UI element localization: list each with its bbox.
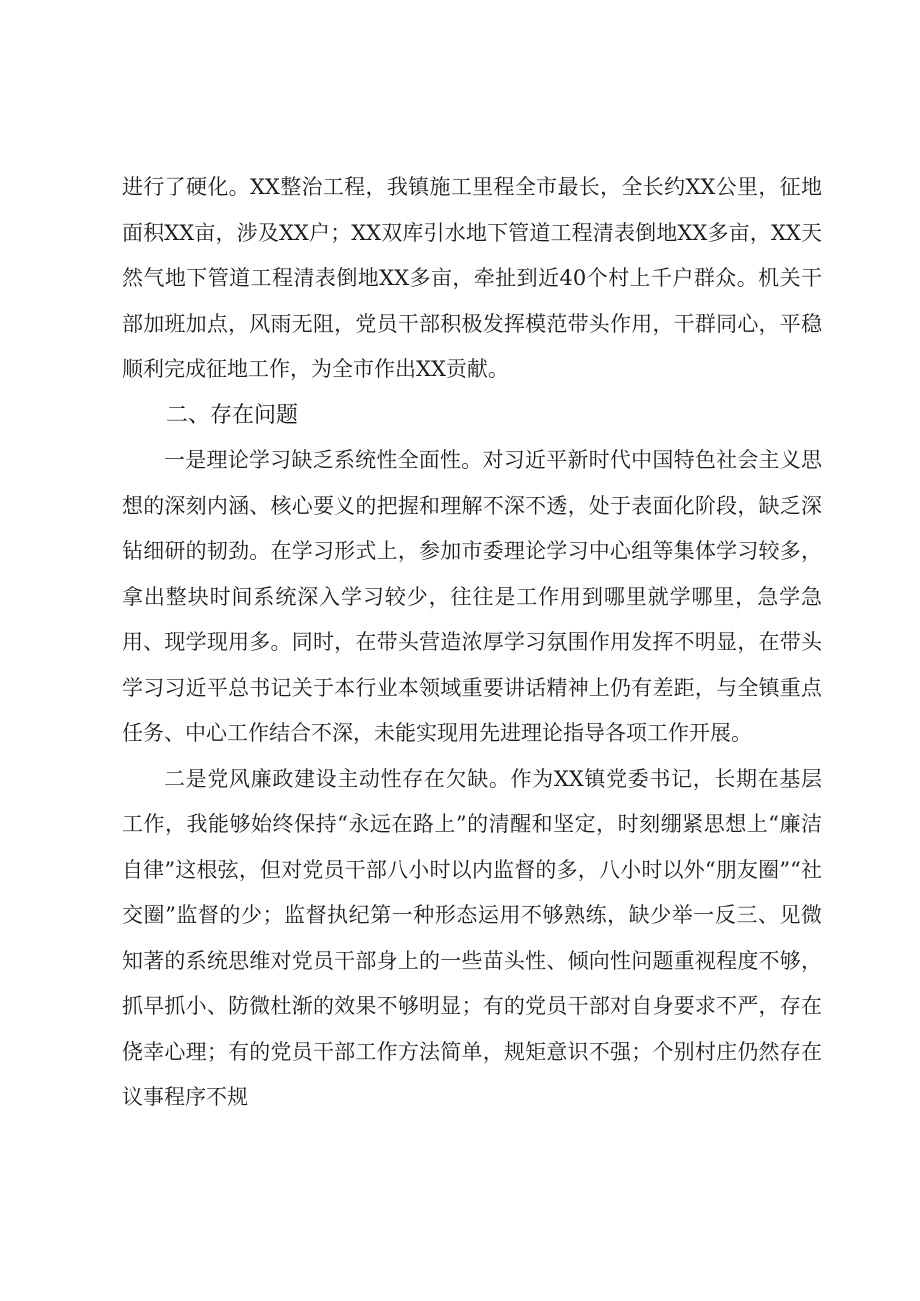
document-body xyxy=(122,165,822,1121)
paragraph-theory-study: 一是理论学习缺乏系统性全面性。对习近平新时代中国特色社会主义思想的深刻内涵、核心要义的把握和理解不深不透，处于表面化阶段，缺乏深钻细研的韧劲。在学习形式上，参加市委理论学习中心组等集体学习较多，拿出整块时间系统深入学习较少，往往是工作用到哪里就学哪里，急学急用、现学现用多。同时，在带头营造浓厚学习氛围作用发挥不明显，在带头学习习近平总书记关于本行业本领域重要讲话精神上仍有差距，与全镇重点任务、中心工作结合不深，未能实现用先进理论指导各项工作开展。 xyxy=(122,448,822,745)
section-heading-existing-problems: 二、存在问题 xyxy=(166,402,299,428)
paragraph-land-acquisition: 进行了硬化。XX整治工程，我镇施工里程全市最长，全长约XX公里，征地面积XX亩，涉及XX户；XX双库引水地下管道工程清表倒地XX多亩，XX天然气地下管道工程清表倒地XX多亩，牵扯到近40个村上千户群众。机关干部加班加点，风雨无阻，党员干部积极发挥模范带头作用，干群同心，平稳顺利完成征地工作，为全市作出XX贡献。 xyxy=(122,175,822,381)
paragraph-party-conduct: 二是党风廉政建设主动性存在欠缺。作为XX镇党委书记，长期在基层工作，我能够始终保持“永远在路上”的清醒和坚定，时刻绷紧思想上“廉洁自律”这根弦，但对党员干部八小时以内监督的多，八小时以外“朋友圈”“社交圈”监督的少；监督执纪第一种形态运用不够熟练，缺少举一反三、见微知著的系统思维对党员干部身上的一些苗头性、倾向性问题重视程度不够，抓早抓小、防微杜渐的效果不够明显；有的党员干部对自身要求不严，存在侥幸心理；有的党员干部工作方法简单，规矩意识不强；个别村庄仍然存在议事程序不规 xyxy=(122,766,822,1109)
